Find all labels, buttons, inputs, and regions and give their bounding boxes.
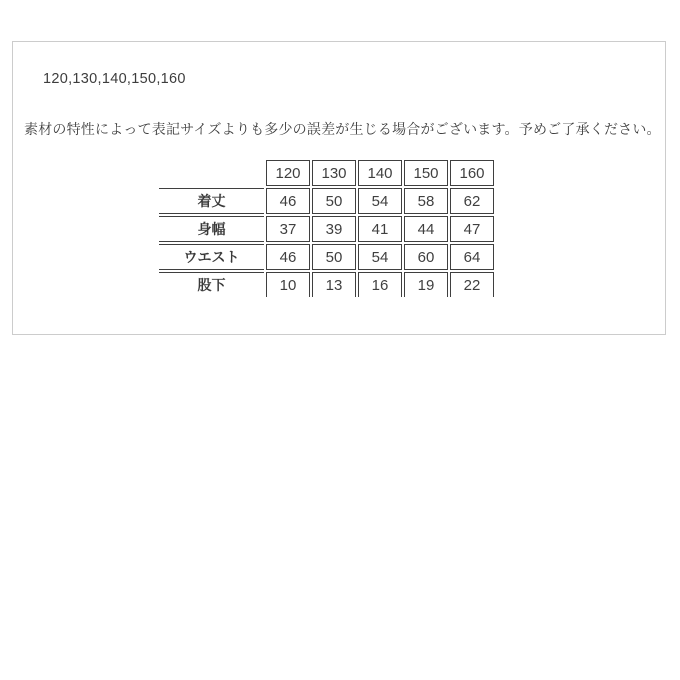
size-value-cell: 54 (358, 188, 402, 214)
size-value-cell: 22 (450, 272, 494, 297)
size-value-cell: 16 (358, 272, 402, 297)
measurement-row-label: 身幅 (159, 216, 264, 242)
size-value-cell: 41 (358, 216, 402, 242)
measurement-row-label: 股下 (159, 272, 264, 297)
table-row (159, 216, 494, 242)
size-value-cell: 44 (404, 216, 448, 242)
size-chart-table (157, 158, 496, 299)
corner-empty-cell (159, 160, 264, 186)
size-value-cell: 37 (266, 216, 310, 242)
size-value-cell: 46 (266, 188, 310, 214)
size-disclaimer-text: 素材の特性によって表記サイズよりも多少の誤差が生じる場合がございます。予めご了承ください。 (24, 121, 661, 137)
size-column-header: 150 (404, 160, 448, 186)
size-column-header: 120 (266, 160, 310, 186)
size-value-cell: 50 (312, 188, 356, 214)
size-value-cell: 64 (450, 244, 494, 270)
size-value-cell: 62 (450, 188, 494, 214)
size-value-cell: 13 (312, 272, 356, 297)
measurement-row-label: ウエスト (159, 244, 264, 270)
size-column-header: 140 (358, 160, 402, 186)
size-value-cell: 39 (312, 216, 356, 242)
size-value-cell: 58 (404, 188, 448, 214)
table-row (159, 272, 494, 297)
size-chart-header-row (159, 160, 494, 186)
product-description-panel (12, 41, 666, 335)
size-value-cell: 54 (358, 244, 402, 270)
size-value-cell: 60 (404, 244, 448, 270)
size-column-header: 160 (450, 160, 494, 186)
size-value-cell: 46 (266, 244, 310, 270)
size-options-text: 120,130,140,150,160 (43, 71, 186, 87)
size-chart-container (157, 158, 496, 299)
size-column-header: 130 (312, 160, 356, 186)
table-row (159, 244, 494, 270)
size-value-cell: 19 (404, 272, 448, 297)
table-row (159, 188, 494, 214)
size-value-cell: 50 (312, 244, 356, 270)
size-value-cell: 10 (266, 272, 310, 297)
size-value-cell: 47 (450, 216, 494, 242)
measurement-row-label: 着丈 (159, 188, 264, 214)
